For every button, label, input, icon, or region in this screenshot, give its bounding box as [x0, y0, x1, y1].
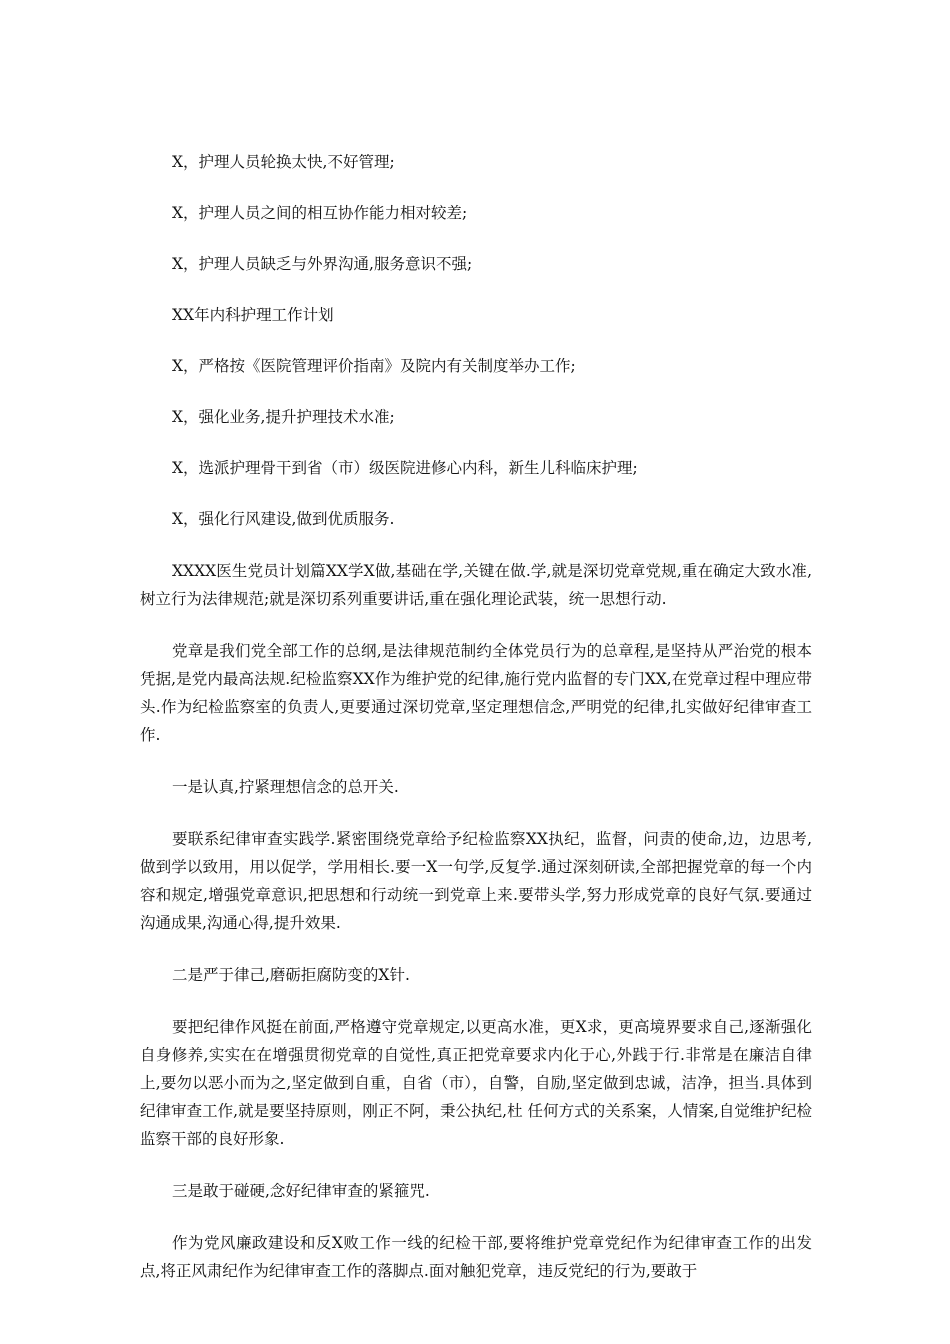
- paragraph-14: 要把纪律作风挺在前面,严格遵守党章规定,以更高水准，更X求，更高境界要求自己,逐渐强化自身修养,实实在在增强贯彻党章的自觉性,真正把党章要求内化于心,外践于行.非常是在廉洁自律上,要勿以恶小而为之,坚定做到自重，自省（市），自警，自励,坚定做到忠诚，洁净，担当.具体到纪律审查工作,就是要坚持原则，刚正不阿，秉公执纪,杜 任何方式的关系案，人情案,自觉维护纪检监察干部的良好形象.: [140, 1018, 812, 1148]
- paragraph-8: X，强化行风建设,做到优质服务.: [172, 510, 395, 528]
- paragraph-16: 作为党风廉政建设和反X败工作一线的纪检干部,要将维护党章党纪作为纪律审查工作的出发点,将正风肃纪作为纪律审查工作的落脚点.面对触犯党章，违反党纪的行为,要敢于: [140, 1234, 812, 1280]
- subheading-1: 一是认真,拧紧理想信念的总开关.: [172, 778, 399, 796]
- subheading-2: 二是严于律己,磨砺拒腐防变的X针.: [172, 966, 410, 984]
- paragraph-6: X，强化业务,提升护理技术水准;: [172, 408, 395, 426]
- paragraph-5: X，严格按《医院管理评价指南》及院内有关制度举办工作;: [172, 357, 576, 375]
- paragraph-3: X，护理人员缺乏与外界沟通,服务意识不强;: [172, 255, 473, 273]
- paragraph-10: 党章是我们党全部工作的总纲,是法律规范制约全体党员行为的总章程,是坚持从严治党的根本凭据,是党内最高法规.纪检监察XX作为维护党的纪律,施行党内监督的专门XX,在党章过程中理应带头.作为纪检监察室的负责人,更要通过深切党章,坚定理想信念,严明党的纪律,扎实做好纪律审查工作.: [140, 642, 812, 744]
- paragraph-1: X，护理人员轮换太快,不好管理;: [172, 153, 395, 171]
- paragraph-12: 要联系纪律审查实践学.紧密围绕党章给予纪检监察XX执纪，监督，问责的使命,边，边思考,做到学以致用，用以促学，学用相长.要一X一句学,反复学.通过深刻研读,全部把握党章的每一个内容和规定,增强党章意识,把思想和行动统一到党章上来.要带头学,努力形成党章的良好气氛.要通过沟通成果,沟通心得,提升效果.: [140, 830, 812, 932]
- paragraph-9: XXXX医生党员计划篇XX学X做,基础在学,关键在做.学,就是深切党章党规,重在确定大致水准,树立行为法律规范;就是深切系列重要讲话,重在强化理论武装，统一思想行动.: [140, 562, 812, 608]
- subheading-3: 三是敢于碰硬,念好纪律审查的紧箍咒.: [172, 1182, 430, 1200]
- paragraph-7: X，选派护理骨干到省（市）级医院进修心内科，新生儿科临床护理;: [172, 459, 638, 477]
- section-heading: XX年内科护理工作计划: [172, 306, 334, 324]
- paragraph-2: X，护理人员之间的相互协作能力相对较差;: [172, 204, 468, 222]
- document-page: [140, 148, 812, 1285]
